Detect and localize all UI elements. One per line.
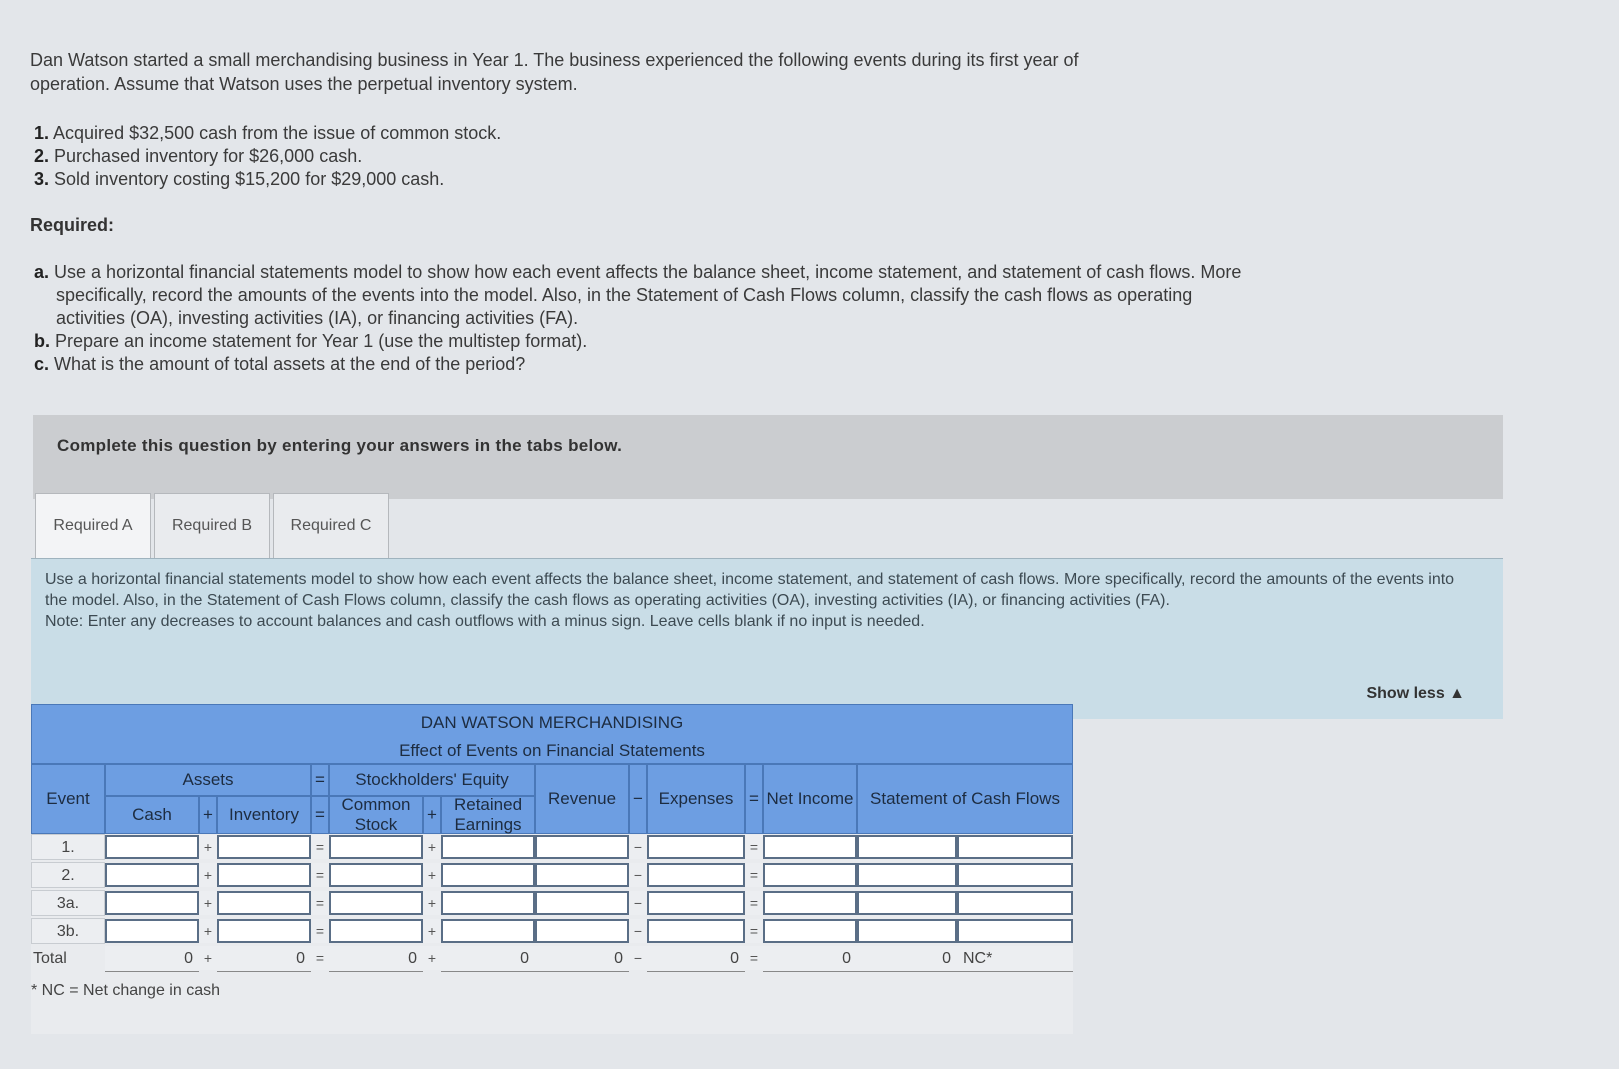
expenses-input[interactable]	[647, 835, 745, 859]
row-event-label: 1.	[31, 834, 105, 860]
financial-model-table	[31, 704, 1073, 1034]
complete-banner	[33, 415, 1503, 499]
event-list	[34, 122, 501, 191]
op-minus: −	[629, 863, 647, 887]
cash-flow-amount-input[interactable]	[857, 835, 957, 859]
event-item: 1. Acquired $32,500 cash from the issue of common stock.	[34, 123, 502, 143]
required-heading: Required:	[30, 215, 115, 235]
op-equals: =	[745, 891, 763, 915]
table-title-bar	[31, 704, 1073, 764]
instructions-body: Use a horizontal financial statements model to show how each event affects the balance sheet, income statement, and statement of cash flows. More specifically, record the amounts of the events into the model. Also, in the Statement of Cash Flows column, classify the cash flows as operating activities (OA), investing activities (IA), or financing activities (FA).	[45, 571, 1455, 609]
cash-input[interactable]	[105, 891, 199, 915]
total-cash: 0	[105, 946, 199, 972]
cash-flow-amount-input[interactable]	[857, 891, 957, 915]
op-equals: =	[745, 946, 763, 970]
header-inventory: Inventory	[217, 796, 311, 834]
tab-required-a[interactable]: Required A	[35, 493, 151, 560]
cash-input[interactable]	[105, 919, 199, 943]
header-retained-earnings: Retained Earnings	[441, 796, 535, 834]
required-item-a: a. Use a horizontal financial statements model to show how each event affects the balance sheet, income statement, and statement of cash flows. More specifically, record the amounts of the events into the model. Also, in the Statement of Cash Flows column, classify the cash flows as operating activities (OA), investing activities (IA), or financing activities (FA).	[34, 262, 1242, 328]
required-item-c: c. What is the amount of total assets at the end of the period?	[34, 354, 526, 374]
op-minus: −	[629, 891, 647, 915]
cash-input[interactable]	[105, 835, 199, 859]
intro-line-1: Dan Watson started a small merchandising business in Year 1. The business experienced the following events during its first year of	[30, 50, 1079, 70]
total-label: Total	[31, 946, 105, 972]
header-cash: Cash	[105, 796, 199, 834]
header-plus: +	[199, 796, 217, 834]
op-plus: +	[199, 891, 217, 915]
header-plus-2: +	[423, 796, 441, 834]
header-cash-flows: Statement of Cash Flows	[857, 764, 1073, 834]
header-equals-2: =	[745, 764, 763, 834]
op-minus: −	[629, 946, 647, 970]
header-equals-3: =	[311, 796, 329, 834]
total-net-income: 0	[763, 946, 857, 972]
header-assets: Assets	[105, 764, 311, 796]
op-equals: =	[311, 946, 329, 970]
op-plus: +	[423, 919, 441, 943]
op-plus: +	[423, 891, 441, 915]
expenses-input[interactable]	[647, 891, 745, 915]
net-income-input[interactable]	[763, 919, 857, 943]
op-plus: +	[199, 863, 217, 887]
table-subtitle: Effect of Events on Financial Statements	[399, 741, 705, 760]
cash-flow-amount-input[interactable]	[857, 863, 957, 887]
revenue-input[interactable]	[535, 863, 629, 887]
header-event: Event	[31, 764, 105, 834]
op-equals: =	[745, 919, 763, 943]
event-item: 2. Purchased inventory for $26,000 cash.	[34, 146, 363, 166]
op-plus: +	[199, 919, 217, 943]
op-equals: =	[311, 835, 329, 859]
header-equals: =	[311, 764, 329, 796]
header-common-stock: Common Stock	[329, 796, 423, 834]
common-stock-input[interactable]	[329, 835, 423, 859]
revenue-input[interactable]	[535, 919, 629, 943]
op-plus: +	[423, 863, 441, 887]
instructions-text	[45, 569, 1465, 632]
retained-earnings-input[interactable]	[441, 835, 535, 859]
cash-flow-classification-input[interactable]	[957, 919, 1073, 943]
tab-required-b[interactable]: Required B	[154, 493, 270, 558]
op-equals: =	[745, 863, 763, 887]
row-event-label: 2.	[31, 862, 105, 888]
expenses-input[interactable]	[647, 863, 745, 887]
op-equals: =	[745, 835, 763, 859]
total-inventory: 0	[217, 946, 311, 972]
intro-line-2: operation. Assume that Watson uses the perpetual inventory system.	[30, 74, 578, 94]
footnote: * NC = Net change in cash	[31, 982, 220, 999]
show-less-button[interactable]: Show less ▲	[1366, 685, 1465, 702]
inventory-input[interactable]	[217, 919, 311, 943]
op-equals: =	[311, 863, 329, 887]
inventory-input[interactable]	[217, 891, 311, 915]
event-item: 3. Sold inventory costing $15,200 for $29,000 cash.	[34, 169, 445, 189]
total-nc-label: NC*	[957, 946, 1073, 972]
header-expenses: Expenses	[647, 764, 745, 834]
retained-earnings-input[interactable]	[441, 919, 535, 943]
required-list	[34, 261, 1264, 376]
revenue-input[interactable]	[535, 891, 629, 915]
retained-earnings-input[interactable]	[441, 863, 535, 887]
net-income-input[interactable]	[763, 891, 857, 915]
expenses-input[interactable]	[647, 919, 745, 943]
cash-input[interactable]	[105, 863, 199, 887]
cash-flow-amount-input[interactable]	[857, 919, 957, 943]
instructions-panel	[31, 558, 1503, 719]
op-minus: −	[629, 835, 647, 859]
header-net-income: Net Income	[763, 764, 857, 834]
inventory-input[interactable]	[217, 835, 311, 859]
header-revenue: Revenue	[535, 764, 629, 834]
total-expenses: 0	[647, 946, 745, 972]
op-minus: −	[629, 919, 647, 943]
op-equals: =	[311, 891, 329, 915]
retained-earnings-input[interactable]	[441, 891, 535, 915]
problem-intro	[30, 48, 1270, 96]
common-stock-input[interactable]	[329, 891, 423, 915]
op-equals: =	[311, 919, 329, 943]
op-plus: +	[199, 835, 217, 859]
required-item-b: b. Prepare an income statement for Year 1 (use the multistep format).	[34, 331, 588, 351]
complete-banner-text: Complete this question by entering your answers in the tabs below.	[57, 436, 623, 455]
op-plus: +	[423, 835, 441, 859]
cash-flow-classification-input[interactable]	[957, 835, 1073, 859]
table-title: DAN WATSON MERCHANDISING	[420, 713, 684, 732]
header-minus: −	[629, 764, 647, 834]
op-plus: +	[199, 946, 217, 970]
tab-required-c[interactable]: Required C	[273, 493, 389, 558]
row-event-label: 3a.	[31, 890, 105, 916]
row-event-label: 3b.	[31, 918, 105, 944]
inventory-input[interactable]	[217, 863, 311, 887]
header-stockholders-equity: Stockholders' Equity	[329, 764, 535, 796]
total-cash-flows: 0	[857, 946, 957, 972]
op-plus: +	[423, 946, 441, 970]
net-income-input[interactable]	[763, 835, 857, 859]
common-stock-input[interactable]	[329, 863, 423, 887]
net-income-input[interactable]	[763, 863, 857, 887]
total-common-stock: 0	[329, 946, 423, 972]
cash-flow-classification-input[interactable]	[957, 863, 1073, 887]
common-stock-input[interactable]	[329, 919, 423, 943]
revenue-input[interactable]	[535, 835, 629, 859]
total-retained-earnings: 0	[441, 946, 535, 972]
total-revenue: 0	[535, 946, 629, 972]
cash-flow-classification-input[interactable]	[957, 891, 1073, 915]
instructions-note: Note: Enter any decreases to account balances and cash outflows with a minus sign. Leave cells blank if no input is needed.	[45, 613, 925, 630]
